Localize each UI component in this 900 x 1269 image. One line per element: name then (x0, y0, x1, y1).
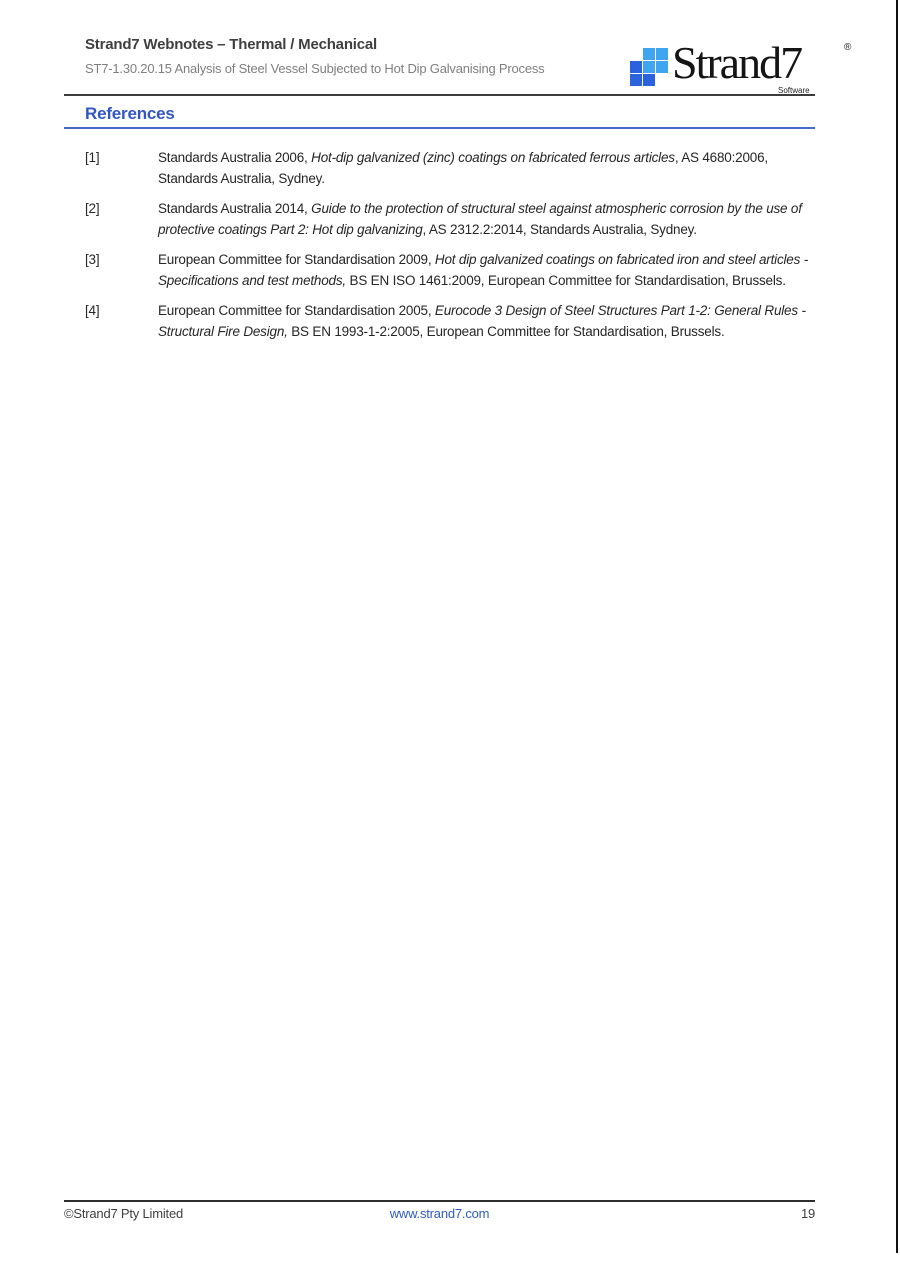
reference-text: European Committee for Standardisation 2005, Eurocode 3 Design of Steel Structures Part 1-2: General Rules - Structural Fire Design, BS EN 1993-1-2:2005, European Committee for Standardisation, Brussels. (158, 303, 806, 339)
footer-divider (64, 1200, 815, 1202)
document-title: Strand7 Webnotes – Thermal / Mechanical (85, 36, 378, 53)
document-subtitle: ST7-1.30.20.15 Analysis of Steel Vessel Subjected to Hot Dip Galvanising Process (85, 61, 545, 76)
references-heading-divider (64, 127, 815, 129)
strand7-logo (630, 36, 862, 100)
strand7-logo-mark-icon (630, 48, 668, 86)
registered-trademark-icon: ® (844, 42, 852, 53)
reference-number: [3] (85, 252, 100, 267)
reference-text: Standards Australia 2014, Guide to the protection of structural steel against atmospheric corrosion by the use of protective coatings Part 2: Hot dip galvanizing, AS 2312.2:2014, Standards Australia, Sydney. (158, 201, 802, 237)
reference-text: European Committee for Standardisation 2009, Hot dip galvanized coatings on fabricated iron and steel articles - Specifications and test methods, BS EN ISO 1461:2009, European Committee for Standardisation, Brussels. (158, 252, 808, 288)
logo-square-icon (643, 61, 655, 73)
logo-square-empty (630, 48, 642, 60)
logo-square-icon (643, 74, 655, 86)
logo-square-icon (643, 48, 655, 60)
logo-square-icon (656, 61, 668, 73)
references-list (85, 147, 815, 351)
reference-item (85, 147, 815, 189)
reference-item (85, 300, 815, 342)
logo-square-icon (630, 61, 642, 73)
reference-text: Standards Australia 2006, Hot-dip galvanized (zinc) coatings on fabricated ferrous articles, AS 4680:2006, Standards Australia, Sydney. (158, 150, 768, 186)
footer-page-number: 19 (800, 1206, 815, 1221)
reference-number: [1] (85, 150, 100, 165)
logo-square-icon (630, 74, 642, 86)
strand7-logo-wordmark: Strand7 (672, 37, 802, 88)
footer-copyright: ©Strand7 Pty Limited (64, 1206, 184, 1221)
reference-item (85, 249, 815, 291)
reference-number: [4] (85, 303, 100, 318)
strand7-logo-tagline: Software (778, 86, 810, 95)
page-edge-border (896, 0, 898, 1253)
reference-item (85, 198, 815, 240)
reference-number: [2] (85, 201, 100, 216)
references-heading: References (85, 104, 175, 123)
footer (64, 1206, 815, 1224)
logo-square-icon (656, 48, 668, 60)
footer-website-link[interactable]: www.strand7.com (389, 1206, 490, 1221)
logo-square-empty (656, 74, 668, 86)
